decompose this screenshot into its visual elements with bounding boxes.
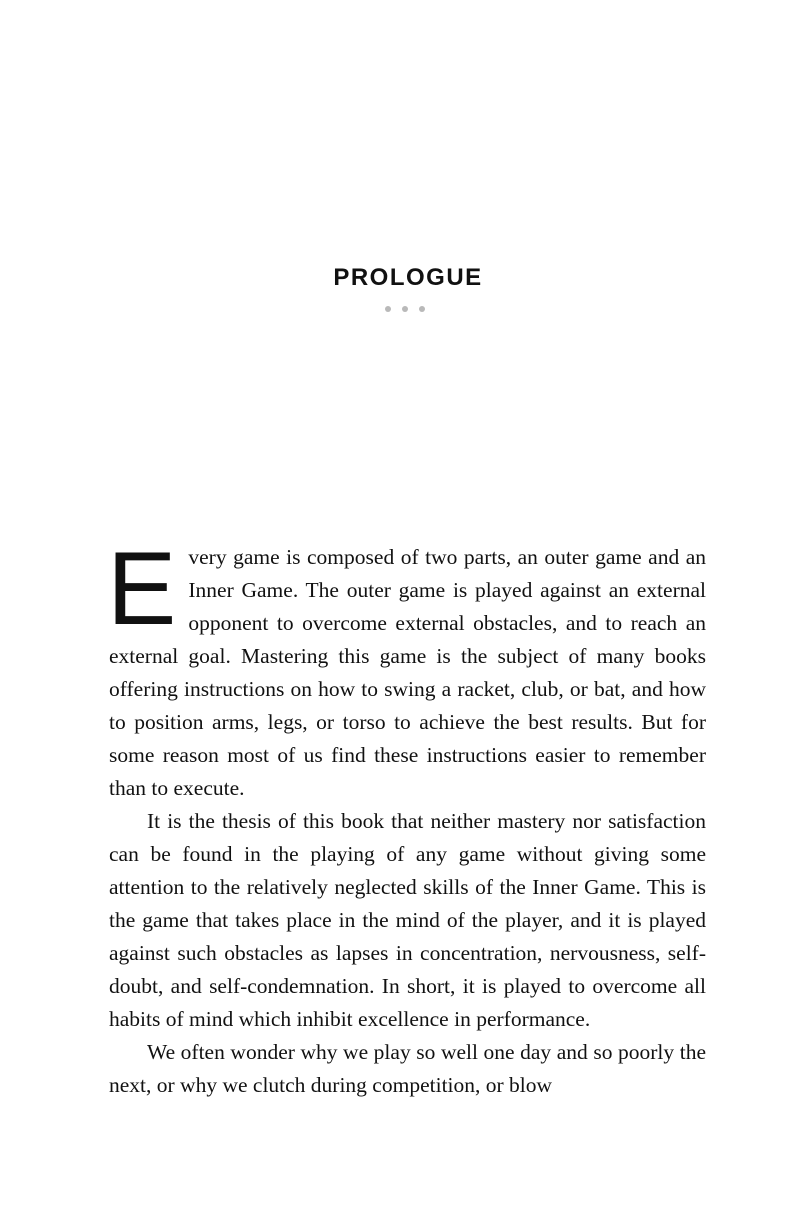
- drop-cap: E: [107, 531, 177, 647]
- paragraph-1: [107, 531, 706, 805]
- body-text: [107, 531, 706, 1102]
- paragraph-3: We often wonder why we play so well one day and so poorly the next, or why we clutch during competition, or blow: [109, 1040, 706, 1097]
- ornament-dot: [385, 306, 391, 312]
- ornament-dot: [402, 306, 408, 312]
- ornament-dots: [385, 306, 425, 312]
- ornament-dot: [419, 306, 425, 312]
- paragraph-1-text: very game is composed of two parts, an outer game and an Inner Game. The outer game is played against an external opponent to overcome external obstacles, and to reach an external goal. Mastering this game is the subject of many books offering instructions on how to swing a racket, club, or bat, and how to position arms, legs, or torso to achieve the best results. But for some reason most of us find these instructions easier to remember than to execute.: [109, 545, 706, 800]
- chapter-title: PROLOGUE: [333, 264, 483, 291]
- paragraph-2: It is the thesis of this book that neither mastery nor satisfaction can be found in the playing of any game without giving some attention to the relatively neglected skills of the Inner Game. This is the game that takes place in the mind of the player, and it is played against such obstacles as lapses in concentration, nervousness, self-doubt, and self-condemnation. In short, it is played to overcome all habits of mind which inhibit excellence in performance.: [109, 809, 706, 1031]
